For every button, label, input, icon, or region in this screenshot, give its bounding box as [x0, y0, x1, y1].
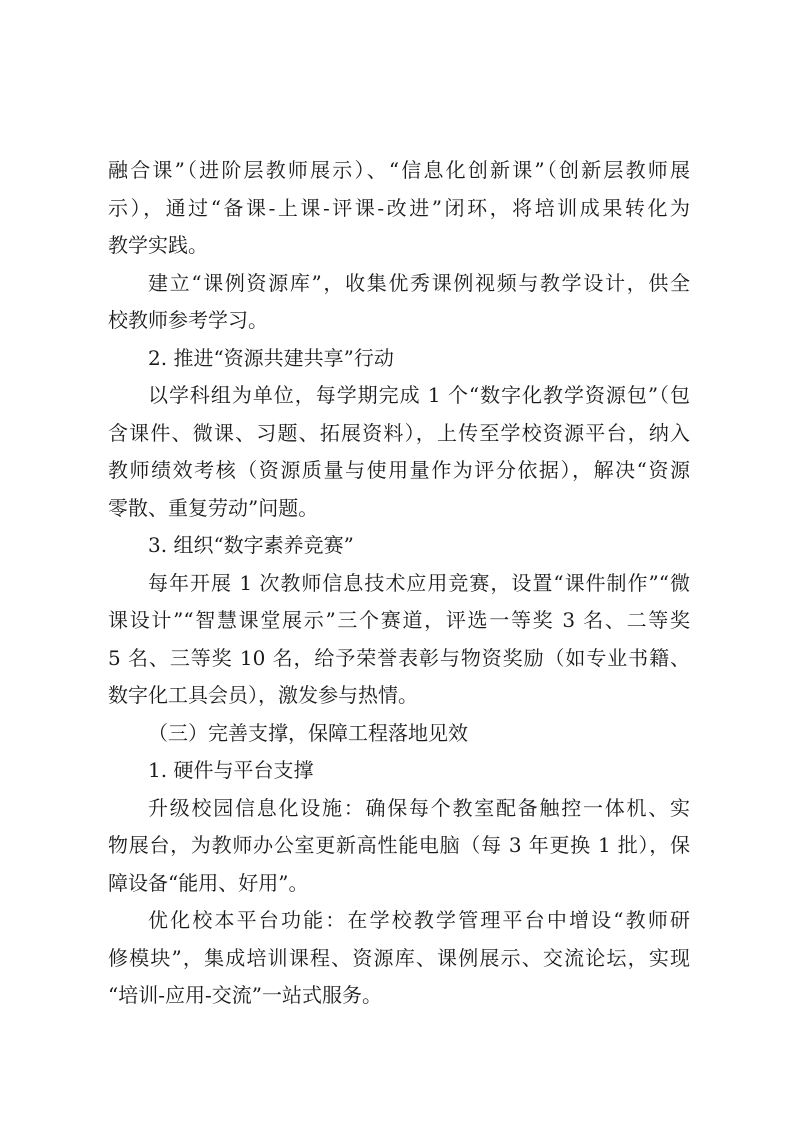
text-line: 示），通过“备课-上课-评课-改进”闭环，将培训成果转化为	[108, 195, 690, 220]
text-line: 修模块”，集成培训课程、资源库、课例展示、交流论坛，实现	[108, 945, 690, 970]
text-line: 物展台，为教师办公室更新高性能电脑（每 3 年更换 1 批），保	[108, 833, 690, 857]
text-line: 教师绩效考核（资源质量与使用量作为评分依据），解决“资源	[108, 458, 690, 482]
paragraph-hybrid-lessons-cont	[108, 152, 690, 265]
text-line: 数字化工具会员），激发参与热情。	[108, 683, 418, 707]
heading-resource-sharing	[108, 340, 690, 378]
text-line: 3. 组织“数字素养竞赛”	[148, 533, 354, 557]
text-line: （三）完善支撑，保障工程落地见效	[148, 720, 468, 745]
text-line: 融合课”（进阶层教师展示）、“信息化创新课”（创新层教师展	[108, 158, 690, 182]
text-line: 建立“课例资源库”，收集优秀课例视频与教学设计，供全	[148, 270, 690, 295]
text-line: 障设备“能用、好用”。	[108, 870, 309, 895]
text-line: 2. 推进“资源共建共享”行动	[148, 345, 394, 370]
document-body	[108, 152, 690, 1015]
text-line: 教学实践。	[108, 233, 208, 257]
paragraph-platform-optimization	[108, 902, 690, 1015]
text-line: 升级校园信息化设施：确保每个教室配备触控一体机、实	[148, 795, 690, 820]
paragraph-resource-package	[108, 377, 690, 527]
paragraph-contest-details	[108, 565, 690, 715]
paragraph-campus-upgrade	[108, 790, 690, 903]
paragraph-lesson-resource-library	[108, 265, 690, 340]
text-line: “培训-应用-交流”一站式服务。	[108, 983, 382, 1007]
heading-section-three	[108, 715, 690, 753]
text-line: 5 名、三等奖 10 名，给予荣誉表彰与物资奖励（如专业书籍、	[108, 645, 690, 670]
text-line: 含课件、微课、习题、拓展资料），上传至学校资源平台，纳入	[108, 420, 690, 445]
text-line: 每年开展 1 次教师信息技术应用竞赛，设置“课件制作”“微	[148, 570, 690, 595]
text-line: 校教师参考学习。	[108, 308, 268, 332]
text-line: 1. 硬件与平台支撑	[148, 758, 314, 782]
text-line: 优化校本平台功能：在学校教学管理平台中增设“教师研	[148, 908, 690, 932]
text-line: 以学科组为单位，每学期完成 1 个“数字化教学资源包”（包	[148, 383, 690, 407]
heading-hardware-platform	[108, 752, 690, 790]
heading-digital-literacy-contest	[108, 527, 690, 565]
text-line: 课设计”“智慧课堂展示”三个赛道，评选一等奖 3 名、二等奖	[108, 608, 690, 632]
text-line: 零散、重复劳动”问题。	[108, 495, 319, 520]
